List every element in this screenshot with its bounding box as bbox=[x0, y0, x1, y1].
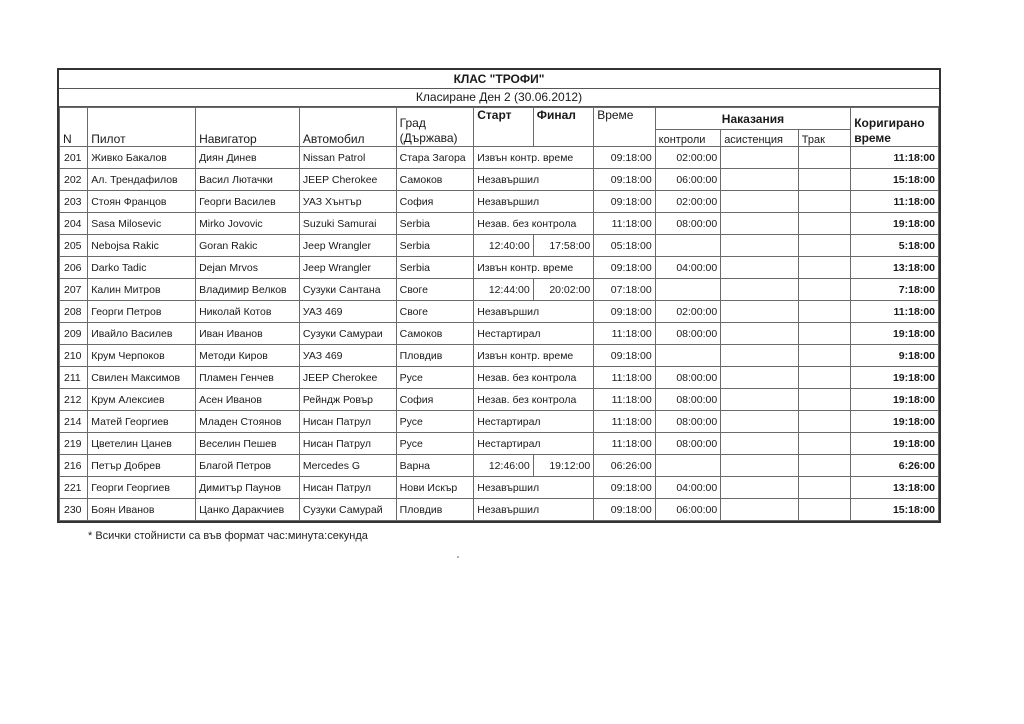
table-row bbox=[60, 367, 939, 389]
cell-city: Нови Искър bbox=[396, 477, 474, 499]
cell-time: 09:18:00 bbox=[594, 301, 655, 323]
cell-number: 212 bbox=[60, 389, 88, 411]
cell-city: Своге bbox=[396, 279, 474, 301]
col-header-pilot: Пилот bbox=[88, 108, 196, 147]
cell-start: 12:44:00 bbox=[474, 279, 533, 301]
cell-pilot: Ал. Трендафилов bbox=[88, 169, 196, 191]
cell-controls bbox=[655, 345, 721, 367]
cell-car: Нисан Патрул bbox=[299, 433, 396, 455]
cell-pilot: Георги Петров bbox=[88, 301, 196, 323]
cell-controls bbox=[655, 455, 721, 477]
cell-number: 210 bbox=[60, 345, 88, 367]
cell-start: Незав. без контрола bbox=[474, 389, 594, 411]
cell-city: Пловдив bbox=[396, 499, 474, 521]
table-row bbox=[60, 169, 939, 191]
cell-time: 11:18:00 bbox=[594, 433, 655, 455]
cell-pilot: Крум Черпоков bbox=[88, 345, 196, 367]
cell-pilot: Свилен Максимов bbox=[88, 367, 196, 389]
cell-start: Нестартирал bbox=[474, 323, 594, 345]
cell-time: 11:18:00 bbox=[594, 411, 655, 433]
cell-track bbox=[798, 191, 850, 213]
cell-pilot: Цветелин Цанев bbox=[88, 433, 196, 455]
cell-assist bbox=[721, 345, 799, 367]
cell-controls: 08:00:00 bbox=[655, 433, 721, 455]
results-table bbox=[59, 107, 939, 521]
col-header-corrected: Коригирано време bbox=[851, 108, 939, 147]
table-row bbox=[60, 191, 939, 213]
table-row bbox=[60, 323, 939, 345]
cell-time: 09:18:00 bbox=[594, 499, 655, 521]
cell-corrected: 6:26:00 bbox=[851, 455, 939, 477]
table-row bbox=[60, 213, 939, 235]
cell-corrected: 19:18:00 bbox=[851, 213, 939, 235]
cell-city: Serbia bbox=[396, 235, 474, 257]
cell-city: Своге bbox=[396, 301, 474, 323]
cell-corrected: 5:18:00 bbox=[851, 235, 939, 257]
cell-time: 07:18:00 bbox=[594, 279, 655, 301]
cell-navigator: Георги Василев bbox=[196, 191, 300, 213]
scan-speck bbox=[457, 556, 459, 558]
cell-city: Самоков bbox=[396, 323, 474, 345]
cell-corrected: 15:18:00 bbox=[851, 169, 939, 191]
cell-corrected: 11:18:00 bbox=[851, 301, 939, 323]
cell-track bbox=[798, 147, 850, 169]
cell-city: Serbia bbox=[396, 213, 474, 235]
cell-car: Нисан Патрул bbox=[299, 411, 396, 433]
footnote: * Всички стойнисти са във формат час:минута:секунда bbox=[88, 530, 368, 542]
cell-car: Jeep Wrangler bbox=[299, 257, 396, 279]
cell-navigator: Младен Стоянов bbox=[196, 411, 300, 433]
cell-assist bbox=[721, 213, 799, 235]
cell-track bbox=[798, 499, 850, 521]
cell-car: УАЗ Хънтър bbox=[299, 191, 396, 213]
cell-time: 09:18:00 bbox=[594, 345, 655, 367]
cell-track bbox=[798, 279, 850, 301]
cell-city: Варна bbox=[396, 455, 474, 477]
cell-navigator: Васил Лютачки bbox=[196, 169, 300, 191]
results-sheet bbox=[57, 68, 941, 523]
cell-corrected: 19:18:00 bbox=[851, 411, 939, 433]
cell-car: JEEP Cherokee bbox=[299, 367, 396, 389]
cell-controls: 08:00:00 bbox=[655, 389, 721, 411]
cell-city: Стара Загора bbox=[396, 147, 474, 169]
cell-time: 09:18:00 bbox=[594, 191, 655, 213]
table-row bbox=[60, 499, 939, 521]
cell-number: 230 bbox=[60, 499, 88, 521]
cell-city: Пловдив bbox=[396, 345, 474, 367]
cell-time: 05:18:00 bbox=[594, 235, 655, 257]
cell-assist bbox=[721, 257, 799, 279]
col-header-n: N bbox=[60, 108, 88, 147]
col-header-finish: Финал bbox=[533, 108, 593, 147]
cell-start: Незав. без контрола bbox=[474, 213, 594, 235]
cell-car: Сузуки Сантана bbox=[299, 279, 396, 301]
table-row bbox=[60, 301, 939, 323]
cell-number: 219 bbox=[60, 433, 88, 455]
cell-assist bbox=[721, 279, 799, 301]
cell-car: УАЗ 469 bbox=[299, 301, 396, 323]
cell-assist bbox=[721, 411, 799, 433]
cell-track bbox=[798, 323, 850, 345]
cell-assist bbox=[721, 323, 799, 345]
table-row bbox=[60, 477, 939, 499]
cell-track bbox=[798, 213, 850, 235]
cell-car: Mercedes G bbox=[299, 455, 396, 477]
cell-pilot: Крум Алексиев bbox=[88, 389, 196, 411]
cell-number: 207 bbox=[60, 279, 88, 301]
cell-assist bbox=[721, 235, 799, 257]
cell-navigator: Dejan Mrvos bbox=[196, 257, 300, 279]
cell-controls: 08:00:00 bbox=[655, 213, 721, 235]
cell-number: 214 bbox=[60, 411, 88, 433]
cell-start: Незавършил bbox=[474, 499, 594, 521]
cell-time: 09:18:00 bbox=[594, 257, 655, 279]
cell-car: УАЗ 469 bbox=[299, 345, 396, 367]
cell-city: Serbia bbox=[396, 257, 474, 279]
cell-navigator: Иван Иванов bbox=[196, 323, 300, 345]
cell-assist bbox=[721, 433, 799, 455]
cell-car: Рейндж Ровър bbox=[299, 389, 396, 411]
cell-controls: 04:00:00 bbox=[655, 257, 721, 279]
cell-track bbox=[798, 477, 850, 499]
cell-corrected: 19:18:00 bbox=[851, 389, 939, 411]
cell-navigator: Goran Rakic bbox=[196, 235, 300, 257]
cell-assist bbox=[721, 389, 799, 411]
cell-navigator: Димитър Паунов bbox=[196, 477, 300, 499]
cell-time: 11:18:00 bbox=[594, 367, 655, 389]
cell-time: 09:18:00 bbox=[594, 147, 655, 169]
table-row bbox=[60, 147, 939, 169]
col-header-penalties: Наказания bbox=[655, 108, 851, 130]
col-header-track: Трак bbox=[798, 130, 850, 147]
table-row bbox=[60, 455, 939, 477]
col-header-city: Град (Държава) bbox=[396, 108, 474, 147]
cell-number: 208 bbox=[60, 301, 88, 323]
col-header-assist: асистенция bbox=[721, 130, 799, 147]
cell-finish: 19:12:00 bbox=[533, 455, 593, 477]
cell-pilot: Матей Георгиев bbox=[88, 411, 196, 433]
col-header-start: Старт bbox=[474, 108, 533, 147]
cell-start: Извън контр. време bbox=[474, 257, 594, 279]
cell-number: 216 bbox=[60, 455, 88, 477]
table-row bbox=[60, 345, 939, 367]
table-row bbox=[60, 411, 939, 433]
cell-start: 12:46:00 bbox=[474, 455, 533, 477]
cell-navigator: Диян Динев bbox=[196, 147, 300, 169]
cell-assist bbox=[721, 477, 799, 499]
cell-track bbox=[798, 367, 850, 389]
cell-time: 06:26:00 bbox=[594, 455, 655, 477]
cell-navigator: Асен Иванов bbox=[196, 389, 300, 411]
cell-corrected: 19:18:00 bbox=[851, 433, 939, 455]
col-header-controls: контроли bbox=[655, 130, 721, 147]
cell-track bbox=[798, 345, 850, 367]
cell-pilot: Георги Георгиев bbox=[88, 477, 196, 499]
cell-controls bbox=[655, 279, 721, 301]
cell-navigator: Николай Котов bbox=[196, 301, 300, 323]
cell-number: 211 bbox=[60, 367, 88, 389]
cell-pilot: Калин Митров bbox=[88, 279, 196, 301]
col-header-car: Автомобил bbox=[299, 108, 396, 147]
cell-car: Jeep Wrangler bbox=[299, 235, 396, 257]
cell-assist bbox=[721, 301, 799, 323]
cell-number: 221 bbox=[60, 477, 88, 499]
cell-time: 11:18:00 bbox=[594, 323, 655, 345]
cell-city: София bbox=[396, 191, 474, 213]
cell-car: Нисан Патрул bbox=[299, 477, 396, 499]
cell-pilot: Боян Иванов bbox=[88, 499, 196, 521]
cell-controls: 04:00:00 bbox=[655, 477, 721, 499]
cell-pilot: Ивайло Василев bbox=[88, 323, 196, 345]
cell-number: 202 bbox=[60, 169, 88, 191]
cell-navigator: Методи Киров bbox=[196, 345, 300, 367]
table-row bbox=[60, 279, 939, 301]
cell-track bbox=[798, 301, 850, 323]
cell-number: 203 bbox=[60, 191, 88, 213]
cell-city: Русе bbox=[396, 433, 474, 455]
cell-finish: 20:02:00 bbox=[533, 279, 593, 301]
cell-controls: 02:00:00 bbox=[655, 301, 721, 323]
cell-controls: 02:00:00 bbox=[655, 191, 721, 213]
cell-number: 204 bbox=[60, 213, 88, 235]
cell-car: Сузуки Самураи bbox=[299, 323, 396, 345]
cell-navigator: Цанко Даракчиев bbox=[196, 499, 300, 521]
cell-pilot: Nebojsa Rakic bbox=[88, 235, 196, 257]
cell-pilot: Стоян Францов bbox=[88, 191, 196, 213]
class-title: КЛАС "ТРОФИ" bbox=[59, 70, 939, 89]
cell-pilot: Живко Бакалов bbox=[88, 147, 196, 169]
cell-navigator: Благой Петров bbox=[196, 455, 300, 477]
cell-corrected: 15:18:00 bbox=[851, 499, 939, 521]
cell-start: Незавършил bbox=[474, 169, 594, 191]
cell-navigator: Владимир Велков bbox=[196, 279, 300, 301]
table-row bbox=[60, 257, 939, 279]
cell-corrected: 13:18:00 bbox=[851, 477, 939, 499]
cell-start: Извън контр. време bbox=[474, 147, 594, 169]
cell-city: Самоков bbox=[396, 169, 474, 191]
cell-time: 11:18:00 bbox=[594, 213, 655, 235]
cell-track bbox=[798, 389, 850, 411]
table-row bbox=[60, 235, 939, 257]
ranking-subtitle: Класиране Ден 2 (30.06.2012) bbox=[59, 89, 939, 107]
cell-time: 09:18:00 bbox=[594, 169, 655, 191]
cell-assist bbox=[721, 455, 799, 477]
cell-start: Незавършил bbox=[474, 191, 594, 213]
cell-navigator: Веселин Пешев bbox=[196, 433, 300, 455]
cell-car: Сузуки Самурай bbox=[299, 499, 396, 521]
cell-corrected: 13:18:00 bbox=[851, 257, 939, 279]
cell-car: Suzuki Samurai bbox=[299, 213, 396, 235]
cell-city: Русе bbox=[396, 367, 474, 389]
cell-assist bbox=[721, 191, 799, 213]
cell-controls: 08:00:00 bbox=[655, 367, 721, 389]
cell-navigator: Пламен Генчев bbox=[196, 367, 300, 389]
cell-controls: 08:00:00 bbox=[655, 411, 721, 433]
cell-corrected: 9:18:00 bbox=[851, 345, 939, 367]
cell-corrected: 19:18:00 bbox=[851, 323, 939, 345]
cell-track bbox=[798, 169, 850, 191]
cell-track bbox=[798, 455, 850, 477]
cell-track bbox=[798, 257, 850, 279]
col-header-navigator: Навигатор bbox=[196, 108, 300, 147]
cell-time: 09:18:00 bbox=[594, 477, 655, 499]
cell-corrected: 19:18:00 bbox=[851, 367, 939, 389]
cell-start: 12:40:00 bbox=[474, 235, 533, 257]
cell-finish: 17:58:00 bbox=[533, 235, 593, 257]
cell-start: Нестартирал bbox=[474, 433, 594, 455]
cell-start: Извън контр. време bbox=[474, 345, 594, 367]
cell-start: Незавършил bbox=[474, 301, 594, 323]
cell-car: Nissan Patrol bbox=[299, 147, 396, 169]
cell-city: Русе bbox=[396, 411, 474, 433]
cell-assist bbox=[721, 499, 799, 521]
cell-assist bbox=[721, 147, 799, 169]
cell-assist bbox=[721, 169, 799, 191]
cell-navigator: Mirko Jovovic bbox=[196, 213, 300, 235]
cell-controls: 06:00:00 bbox=[655, 499, 721, 521]
cell-start: Незавършил bbox=[474, 477, 594, 499]
cell-start: Нестартирал bbox=[474, 411, 594, 433]
table-row bbox=[60, 433, 939, 455]
cell-city: София bbox=[396, 389, 474, 411]
cell-pilot: Darko Tadic bbox=[88, 257, 196, 279]
col-header-time: Време bbox=[594, 108, 655, 147]
cell-start: Незав. без контрола bbox=[474, 367, 594, 389]
cell-number: 206 bbox=[60, 257, 88, 279]
cell-track bbox=[798, 235, 850, 257]
cell-assist bbox=[721, 367, 799, 389]
cell-pilot: Sasa Milosevic bbox=[88, 213, 196, 235]
cell-number: 201 bbox=[60, 147, 88, 169]
cell-time: 11:18:00 bbox=[594, 389, 655, 411]
cell-corrected: 11:18:00 bbox=[851, 147, 939, 169]
cell-corrected: 11:18:00 bbox=[851, 191, 939, 213]
results-body bbox=[60, 147, 939, 521]
cell-car: JEEP Cherokee bbox=[299, 169, 396, 191]
cell-controls: 02:00:00 bbox=[655, 147, 721, 169]
cell-track bbox=[798, 433, 850, 455]
cell-number: 205 bbox=[60, 235, 88, 257]
cell-number: 209 bbox=[60, 323, 88, 345]
cell-track bbox=[798, 411, 850, 433]
cell-controls: 06:00:00 bbox=[655, 169, 721, 191]
cell-pilot: Петър Добрев bbox=[88, 455, 196, 477]
cell-corrected: 7:18:00 bbox=[851, 279, 939, 301]
cell-controls bbox=[655, 235, 721, 257]
cell-controls: 08:00:00 bbox=[655, 323, 721, 345]
table-row bbox=[60, 389, 939, 411]
